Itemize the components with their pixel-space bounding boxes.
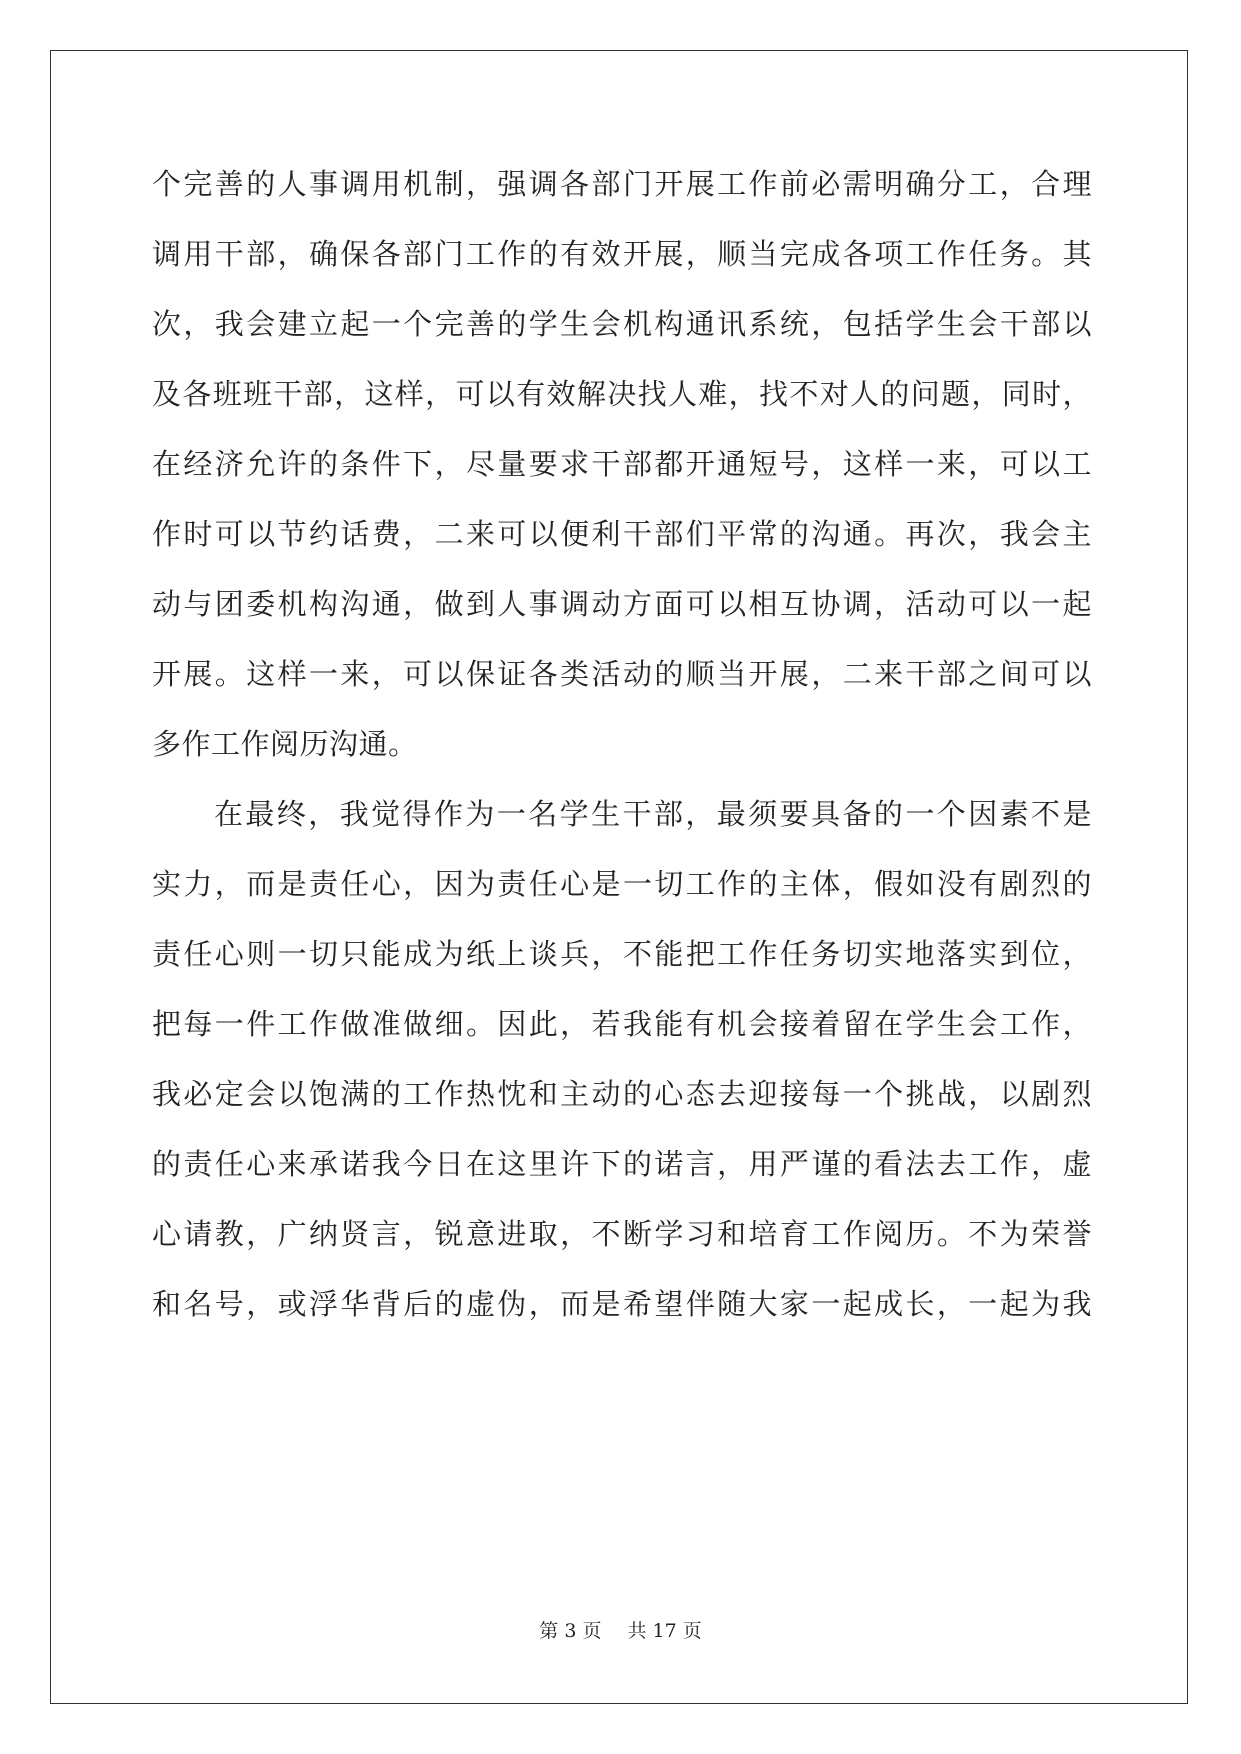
paragraph-2-line-8: 和名号，或浮华背后的虚伪，而是希望伴随大家一起成长，一起为我 <box>152 1287 1092 1321</box>
paragraph-1-line-8: 开展。这样一来，可以保证各类活动的顺当开展，二来干部之间可以 <box>152 657 1092 691</box>
paragraph-2-line-4: 把每一件工作做准做细。因此，若我能有机会接着留在学生会工作， <box>152 1007 1092 1041</box>
paragraph-1-line-3: 次，我会建立起一个完善的学生会机构通讯系统，包括学生会干部以 <box>152 307 1092 341</box>
paragraph-2-line-7: 心请教，广纳贤言，锐意进取，不断学习和培育工作阅历。不为荣誉 <box>152 1217 1092 1251</box>
page-number: 第 3 页 <box>539 1620 602 1642</box>
page-footer <box>0 1616 1241 1643</box>
paragraph-1-line-6: 作时可以节约话费，二来可以便利干部们平常的沟通。再次，我会主 <box>152 517 1092 551</box>
paragraph-1-line-1: 个完善的人事调用机制，强调各部门开展工作前必需明确分工，合理 <box>152 167 1092 201</box>
paragraph-2-line-3: 责任心则一切只能成为纸上谈兵，不能把工作任务切实地落实到位， <box>152 937 1092 971</box>
paragraph-2-line-6: 的责任心来承诺我今日在这里许下的诺言，用严谨的看法去工作，虚 <box>152 1147 1092 1181</box>
page-total: 共 17 页 <box>627 1620 702 1642</box>
paragraph-1-line-4: 及各班班干部，这样，可以有效解决找人难，找不对人的问题，同时， <box>152 377 1092 411</box>
document-body <box>152 160 1092 1350</box>
paragraph-1-line-9: 多作工作阅历沟通。 <box>152 727 418 761</box>
paragraph-2-line-1: 在最终，我觉得作为一名学生干部，最须要具备的一个因素不是 <box>214 797 1092 831</box>
paragraph-1-line-5: 在经济允许的条件下，尽量要求干部都开通短号，这样一来，可以工 <box>152 447 1092 481</box>
paragraph-1-line-7: 动与团委机构沟通，做到人事调动方面可以相互协调，活动可以一起 <box>152 587 1092 621</box>
paragraph-1-line-2: 调用干部，确保各部门工作的有效开展，顺当完成各项工作任务。其 <box>152 237 1092 271</box>
paragraph-2-line-5: 我必定会以饱满的工作热忱和主动的心态去迎接每一个挑战，以剧烈 <box>152 1077 1092 1111</box>
paragraph-2-line-2: 实力，而是责任心，因为责任心是一切工作的主体，假如没有剧烈的 <box>152 867 1092 901</box>
